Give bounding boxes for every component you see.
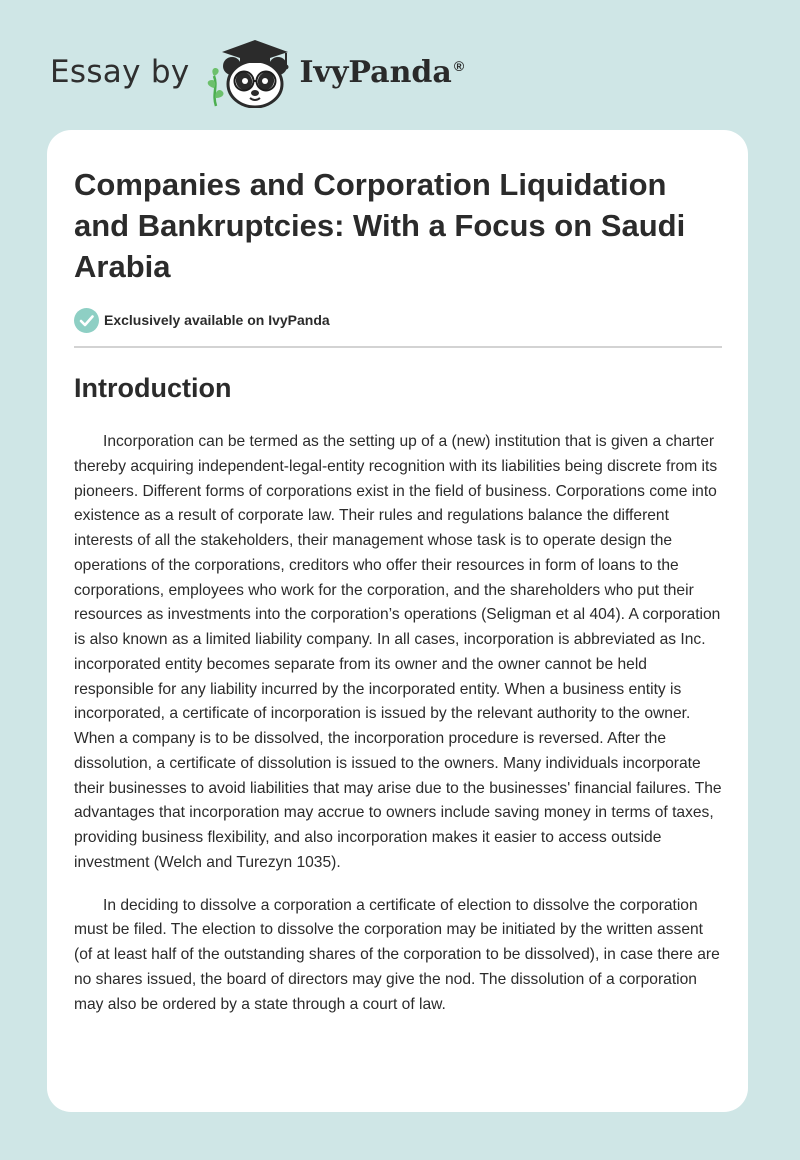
- site-header: [50, 36, 464, 108]
- body-paragraph-1: Incorporation can be termed as the setting up of a (new) institution that is given a charter thereby acquiring independent-legal-entity recognition with its liabilities being discrete from its pioneers. Different forms of corporations exist in the field of business. Corporations come into existence as a result of corporate law. Their rules and regulations balance the different interests of all the stakeholders, their management whose task is to operate design the operations of the corporations, creditors who offer their resources in form of loans to the corporations, employees who work for the corporation, and the shareholders who put their resources as investments into the corporation’s operations (Seligman et al 404). A corporation is also known as a limited liability company. In all cases, incorporation is abbreviated as Inc. incorporated entity becomes separate from its owner and the owner cannot be held responsible for any liability incurred by the incorporated entity. When a business entity is incorporated, a certificate of incorporation is issued by the relevant authority to the owner. When a company is to be dissolved, the incorporation procedure is reversed. After the dissolution, a certificate of dissolution is issued to the owners. Many individuals incorporate their businesses to avoid liabilities that may arise due to the businesses' financial failures. The advantages that incorporation may accrue to owners include saving money in terms of taxes, providing business flexibility, and also incorporation makes it easier to access outside investment (Welch and Turezyn 1035).: [74, 433, 722, 871]
- essay-title: Companies and Corporation Liquidation and Bankruptcies: With a Focus on Saudi Arabia: [74, 167, 686, 284]
- exclusive-badge: [74, 307, 722, 333]
- brand-name: [300, 55, 465, 90]
- registered-mark: ®: [453, 57, 465, 74]
- exclusive-badge-text: Exclusively available on IvyPanda: [104, 312, 330, 328]
- panda-graduate-icon: [204, 36, 294, 108]
- brand-name-text: IvyPanda: [299, 54, 452, 90]
- check-circle-icon: [74, 308, 99, 333]
- essay-by-label: Essay by: [50, 54, 190, 90]
- essay-card: [47, 130, 748, 1112]
- title-divider: [74, 346, 722, 348]
- body-paragraph-2: In deciding to dissolve a corporation a certificate of election to dissolve the corporation must be filed. The election to dissolve the corporation may be initiated by the written assent (of at least half of the outstanding shares of the corporation to be dissolved), in case there are no shares issued, the board of directors may give the nod. The dissolution of a corporation may also be ordered by a state through a court of law.: [74, 896, 720, 1013]
- ivypanda-logo-link[interactable]: [204, 36, 465, 108]
- section-heading-introduction: Introduction: [74, 373, 232, 403]
